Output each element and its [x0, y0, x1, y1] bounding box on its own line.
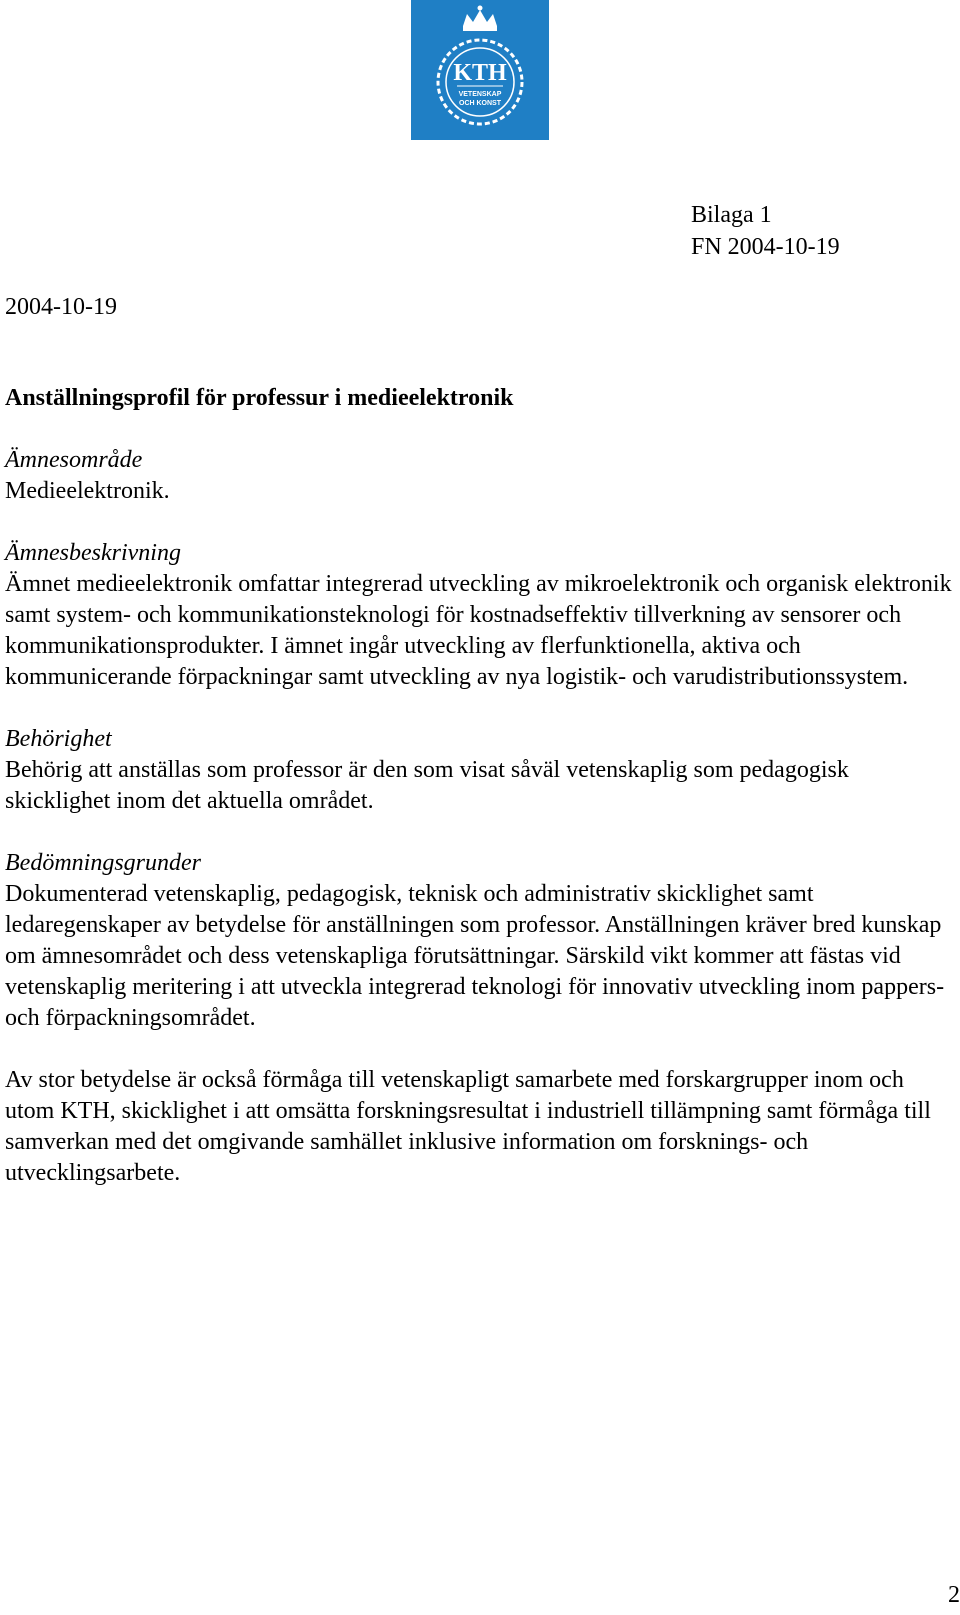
annex-reference: FN 2004-10-19: [691, 234, 840, 260]
page-number: 2: [948, 1582, 960, 1608]
section-eligibility: [5, 724, 955, 817]
logo-subtitle-line1: VETENSKAP: [458, 91, 502, 98]
annex-block: [691, 199, 840, 263]
section-subject-area: [5, 445, 955, 507]
annex-label: Bilaga 1: [691, 202, 772, 228]
section-text: Ämnet medieelektronik omfattar integrerad utveckling av mikroelektronik och organisk elektronik samt system- och kommunikationsteknologi för kostnadseffektiv tillverkning av sensorer och kommunikationsprodukter. I ämnet ingår utveckling av flerfunktionella, aktiva och kommunicerande förpackningar samt utveckling av nya logistik- och varudistributionssystem.: [5, 571, 952, 690]
section-subject-description: [5, 538, 955, 693]
section-text: Behörig att anställas som professor är den som visat såväl vetenskaplig som pedagogisk skicklighet inom det aktuella området.: [5, 757, 849, 814]
section-heading: Behörighet: [5, 726, 112, 752]
section-text: Medieelektronik.: [5, 478, 170, 504]
document-title: Anställningsprofil för professur i medieelektronik: [5, 385, 514, 411]
document-date: 2004-10-19: [5, 294, 117, 320]
section-heading: Ämnesbeskrivning: [5, 540, 181, 566]
logo-subtitle-line2: OCH KONST: [459, 100, 501, 107]
section-text: Dokumenterad vetenskaplig, pedagogisk, teknisk och administrativ skicklighet samt ledaregenskaper av betydelse för anställningen som professor. Anställningen kräver bred kunskap om ämnesområdet och dess vetenskapliga förutsättningar. Särskild vikt kommer att fästas vid vetenskaplig meritering i att utveckla integrerad teknologi för innovativ utveckling inom pappers- och förpackningsområdet.: [5, 881, 945, 1031]
closing-paragraph: Av stor betydelse är också förmåga till vetenskapligt samarbete med forskargrupper inom och utom KTH, skicklighet i att omsätta forskningsresultat i industriell tillämpning samt förmåga till samverkan med det omgivande samhället inklusive information om forsknings- och utvecklingsarbete.: [5, 1067, 931, 1186]
section-heading: Ämnesområde: [5, 447, 143, 473]
section-assessment-criteria: [5, 848, 955, 1034]
section-heading: Bedömningsgrunder: [5, 850, 201, 876]
document-body: [5, 383, 955, 1220]
logo-text: KTH: [453, 60, 507, 86]
kth-logo: [411, 0, 549, 140]
kth-crest-icon: [411, 0, 549, 140]
